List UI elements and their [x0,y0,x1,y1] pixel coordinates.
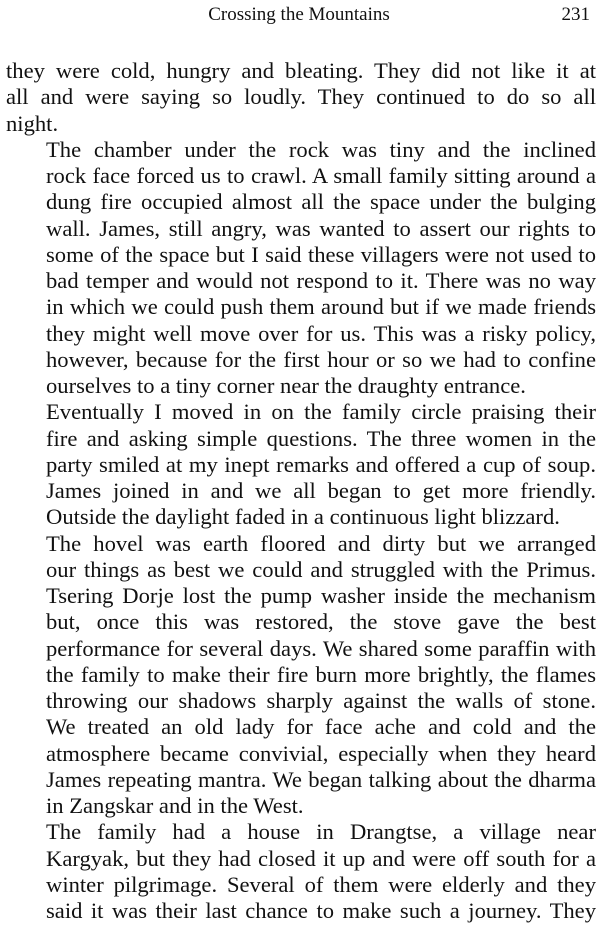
text-line: dung fire occupied almost all the space under the bulging [46,189,596,215]
running-title: Crossing the Mountains [208,4,390,25]
text-line: We treated an old lady for face ache and cold and the [46,714,596,740]
paragraph-2 [6,137,596,400]
text-line: said it was their last chance to make such a journey. They [46,898,596,923]
text-line: winter pilgrimage. Several of them were elderly and they [46,871,596,897]
text-line: they might well move over for us. This was a risky policy, [46,320,596,346]
paragraph-1 [6,58,596,137]
text-line: James repeating mantra. We began talking about the dharma [46,766,596,792]
text-line: in which we could push them around but if we made friends [46,294,596,320]
text-line: but, once this was restored, the stove gave the best [46,609,596,635]
text-line: James joined in and we all began to get more friendly. [46,478,596,503]
text-line: Eventually I moved in on the family circle praising their [46,399,596,425]
text-line: The chamber under the rock was tiny and the inclined [46,136,596,162]
text-line: atmosphere became convivial, especially when they heard [46,740,596,766]
text-line: they were cold, hungry and bleating. They did not like it at [6,58,596,83]
text-line: The family had a house in Drangtse, a village near [46,819,596,845]
text-line: in Zangskar and in the West. [46,793,304,818]
text-line: Outside the daylight faded in a continuous light blizzard. [46,504,560,530]
text-line: bad temper and would not respond to it. There was no way [46,268,596,293]
paragraph-4 [6,531,596,820]
paragraph-5 [6,819,596,924]
body-text [6,58,596,924]
text-line: ourselves to a tiny corner near the draughty entrance. [46,373,526,398]
text-line: all and were saying so loudly. They continued to do so all [6,84,596,110]
text-line: however, because for the first hour or so we had to confine [46,346,596,372]
text-line: Kargyak, but they had closed it up and were off south for a [46,845,596,871]
running-head [8,2,590,28]
text-line: some of the space but I said these villagers were not used to [46,241,596,267]
text-line: performance for several days. We shared some paraffin with [46,635,596,661]
text-line: fire and asking simple questions. The three women in the [46,425,596,451]
text-line: night. [6,110,59,136]
page-number: 231 [561,4,590,25]
paragraph-3 [6,399,596,530]
text-line: the family to make their fire burn more brightly, the flames [46,661,596,687]
text-line: party smiled at my inept remarks and offered a cup of soup. [46,451,596,477]
text-line: Tsering Dorje lost the pump washer inside the mechanism [46,583,596,608]
text-line: our things as best we could and struggled with the Primus. [46,556,596,582]
text-line: The hovel was earth floored and dirty but we arranged [46,530,596,556]
text-line: rock face forced us to crawl. A small family sitting around a [46,163,596,188]
text-line: wall. James, still angry, was wanted to assert our rights to [46,215,596,241]
text-line: throwing our shadows sharply against the walls of stone. [46,688,596,713]
